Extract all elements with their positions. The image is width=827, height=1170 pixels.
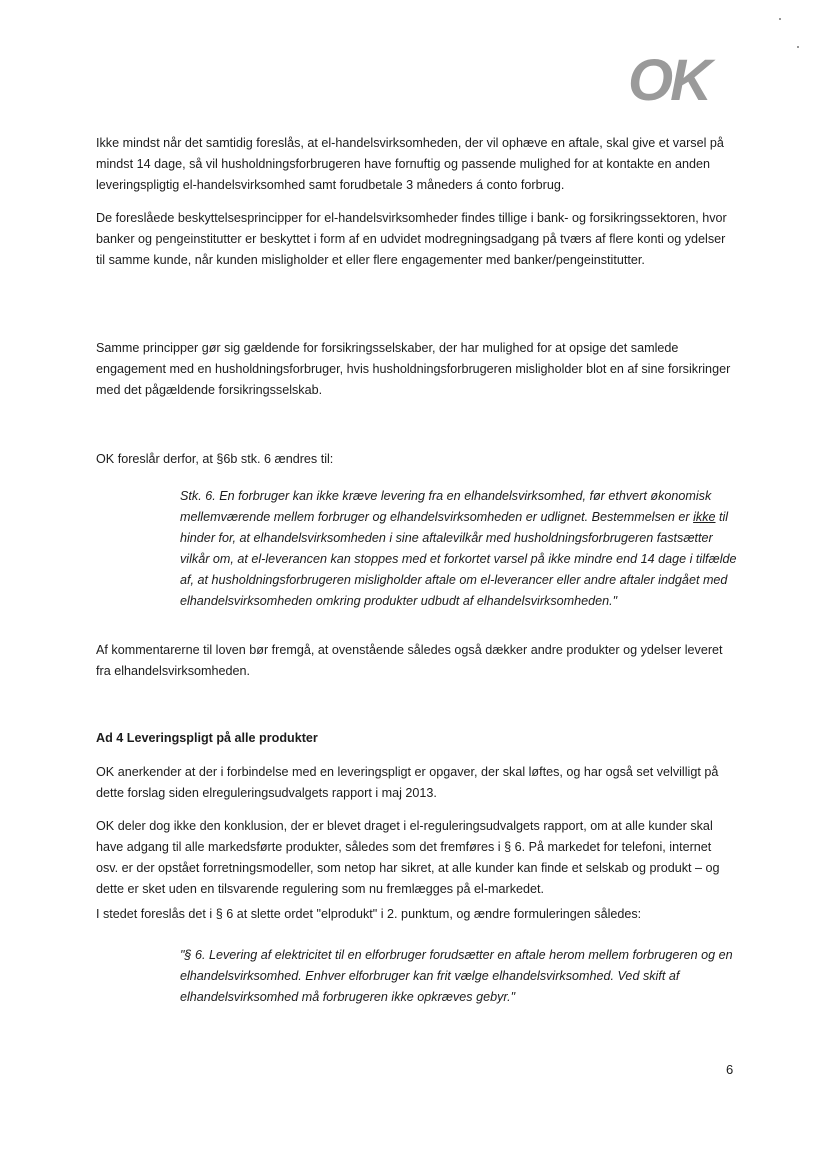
scan-speck: [797, 46, 799, 48]
paragraph-1: Ikke mindst når det samtidig foreslås, at el-handelsvirksomheden, der vil ophæve en aftale, skal give et varsel på mindst 14 dage, så vil husholdningsforbrugeren have fornuftig og passende mulighed for at kontakte en anden leveringspligtig el-handelsvirksomhed samt forudbetale 3 måneders á conto forbrug.: [96, 136, 724, 192]
quote-stk6-underlined: ikke: [693, 510, 716, 524]
quote-para6: "§ 6. Levering af elektricitet til en elforbruger forudsætter en aftale herom mellem forbrugeren og en elhandelsvirksomhed. Enhver elforbruger kan frit vælge elhandelsvirksomhed. Ved skift af elhandelsvirksomhed må forbrugeren ikke opkræves gebyr.": [180, 948, 733, 1004]
paragraph-6: OK anerkender at der i forbindelse med en leveringspligt er opgaver, der skal løftes, og har også set velvilligt på dette forslag siden elreguleringsudvalgets rapport i maj 2013.: [96, 765, 719, 800]
paragraph-8: I stedet foreslås det i § 6 at slette ordet "elprodukt" i 2. punktum, og ændre formuleringen således:: [96, 907, 642, 921]
paragraph-2: De foreslåede beskyttelsesprincipper for el-handelsvirksomheder findes tillige i bank- og forsikringssektoren, hvor banker og pengeinstitutter er beskyttet i form af en udvidet modregningsadgang på tværs af flere konti og ydelser til samme kunde, når kunden misligholder et eller flere engagementer med banker/pengeinstitutter.: [96, 211, 727, 267]
ok-logo: OK: [628, 48, 709, 113]
page-number: 6: [726, 1062, 734, 1077]
quote-stk6: [180, 486, 740, 612]
paragraph-5: Af kommentarerne til loven bør fremgå, at ovenstående således også dækker andre produkter og ydelser leveret fra elhandelsvirksomheden.: [96, 643, 723, 678]
scan-speck: [779, 18, 781, 20]
quote-stk6-part2: til hinder for, at elhandelsvirksomheden i sine aftalevilkår med husholdningsforbrugeren fastsætter vilkår om, at el-leverancen kan stoppes med et forkortet varsel på ikke mindre end 14 dage i tilfælde af, at husholdningsforbrugeren misligholder aftale om el-leverancer eller andre aftaler indgået med elhandelsvirksomheden omkring produkter udbudt af elhandelsvirksomheden.": [180, 510, 737, 608]
paragraph-4: OK foreslår derfor, at §6b stk. 6 ændres til:: [96, 452, 334, 466]
section-heading: Ad 4 Leveringspligt på alle produkter: [96, 731, 318, 745]
paragraph-3: Samme principper gør sig gældende for forsikringsselskaber, der har mulighed for at opsige det samlede engagement med en husholdningsforbruger, hvis husholdningsforbrugeren misligholder blot en af sine forsikringer med det pågældende forsikringsselskab.: [96, 341, 731, 397]
paragraph-7: OK deler dog ikke den konklusion, der er blevet draget i el-reguleringsudvalgets rapport, om at alle kunder skal have adgang til alle markedsførte produkter, således som det fremføres i § 6. På markedet for telefoni, internet osv. er der opstået forretningsmodeller, som netop har sikret, at alle kunder kan finde et selskab og produkt – og dette er sket uden en tilsvarende regulering som nu fremlægges på el-markedet.: [96, 819, 720, 896]
quote-stk6-part1: Stk. 6. En forbruger kan ikke kræve levering fra en elhandelsvirksomhed, før ethvert økonomisk mellemværende mellem forbruger og elhandelsvirksomheden er udlignet. Bestemmelsen er: [180, 489, 712, 524]
